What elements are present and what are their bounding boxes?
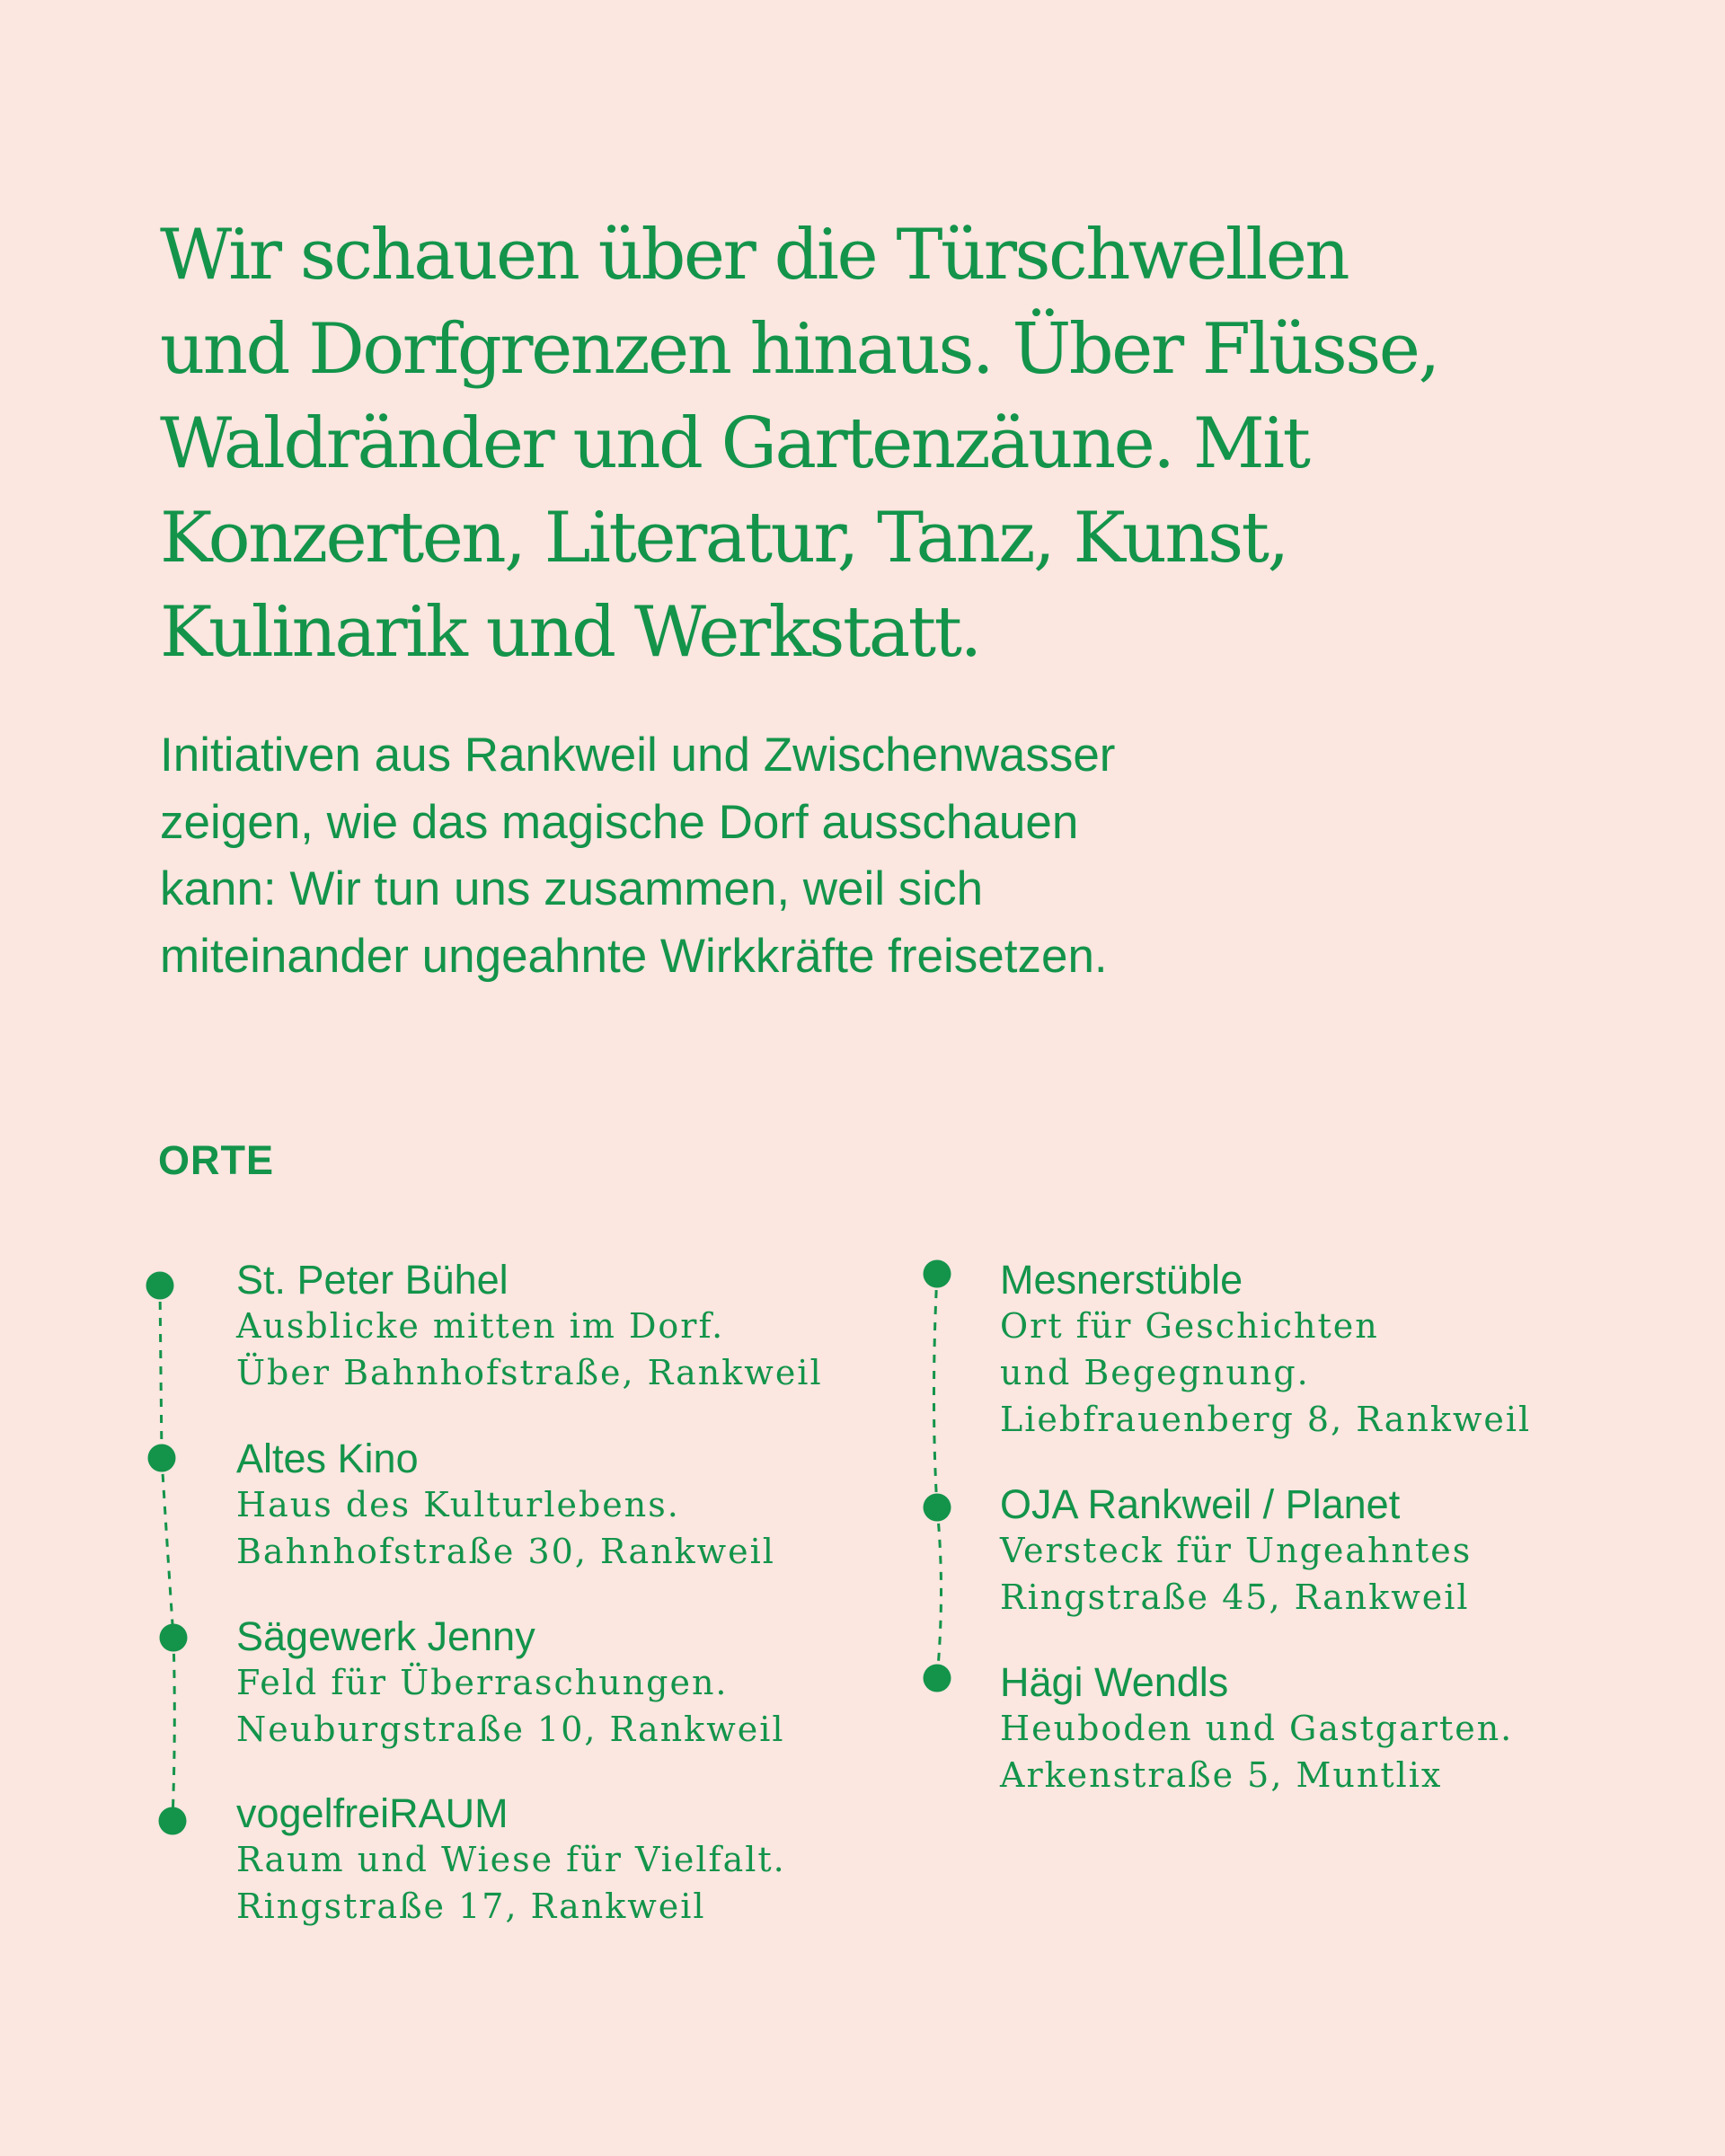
place-mesnerstueble <box>1000 1258 1719 1443</box>
place-name: OJA Rankweil / Planet <box>1000 1481 1401 1527</box>
timeline-dot-vogelfreiraum <box>159 1807 187 1835</box>
intro-paragraph: Initiativen aus Rankweil und Zwischenwasser zeigen, wie das magische Dorf ausschauen kann: Wir tun uns zusammen, weil sich miteinander ungeahnte Wirkkräfte freisetzen. <box>160 729 1116 983</box>
place-name: Hägi Wendls <box>1000 1659 1229 1705</box>
connector-left-3 <box>172 1638 174 1821</box>
place-name: vogelfreiRAUM <box>236 1790 509 1836</box>
place-description: Versteck für Ungeahntes Ringstraße 45, Rankweil <box>1000 1531 1473 1617</box>
place-oja-rankweil-planet <box>1000 1482 1719 1621</box>
place-st-peter-buehel <box>236 1258 955 1396</box>
place-description: Feld für Überraschungen. Neuburgstraße 10, Rankweil <box>236 1663 785 1749</box>
place-altes-kino <box>236 1436 955 1575</box>
place-description: Ausblicke mitten im Dorf. Über Bahnhofstraße, Rankweil <box>236 1306 823 1392</box>
timeline-dot-st-peter-buehel <box>146 1272 174 1300</box>
section-label-orte: ORTE <box>158 1137 275 1183</box>
place-description: Haus des Kulturlebens. Bahnhofstraße 30, Rankweil <box>236 1485 775 1571</box>
place-name: Sägewerk Jenny <box>236 1613 535 1659</box>
place-name: St. Peter Bühel <box>236 1257 509 1303</box>
place-haegi-wendls <box>1000 1660 1719 1798</box>
connector-left-1 <box>160 1286 162 1458</box>
connector-left-2 <box>162 1458 173 1638</box>
place-saegewerk-jenny <box>236 1614 955 1753</box>
place-name: Mesnerstüble <box>1000 1257 1243 1303</box>
place-description: Heuboden und Gastgarten. Arkenstraße 5, Muntlix <box>1000 1709 1514 1795</box>
place-vogelfreiraum <box>236 1791 955 1930</box>
timeline-dot-altes-kino <box>148 1445 176 1472</box>
place-name: Altes Kino <box>236 1436 419 1481</box>
place-description: Ort für Geschichten und Begegnung. Liebfrauenberg 8, Rankweil <box>1000 1306 1532 1439</box>
place-description: Raum und Wiese für Vielfalt. Ringstraße 17, Rankweil <box>236 1840 786 1926</box>
timeline-dot-saegewerk-jenny <box>160 1624 188 1652</box>
headline: Wir schauen über die Türschwellen und Dorfgrenzen hinaus. Über Flüsse, Waldränder und Gartenzäune. Mit Konzerten, Literatur, Tanz, Kunst, Kulinarik und Werkstatt. <box>160 215 1438 673</box>
